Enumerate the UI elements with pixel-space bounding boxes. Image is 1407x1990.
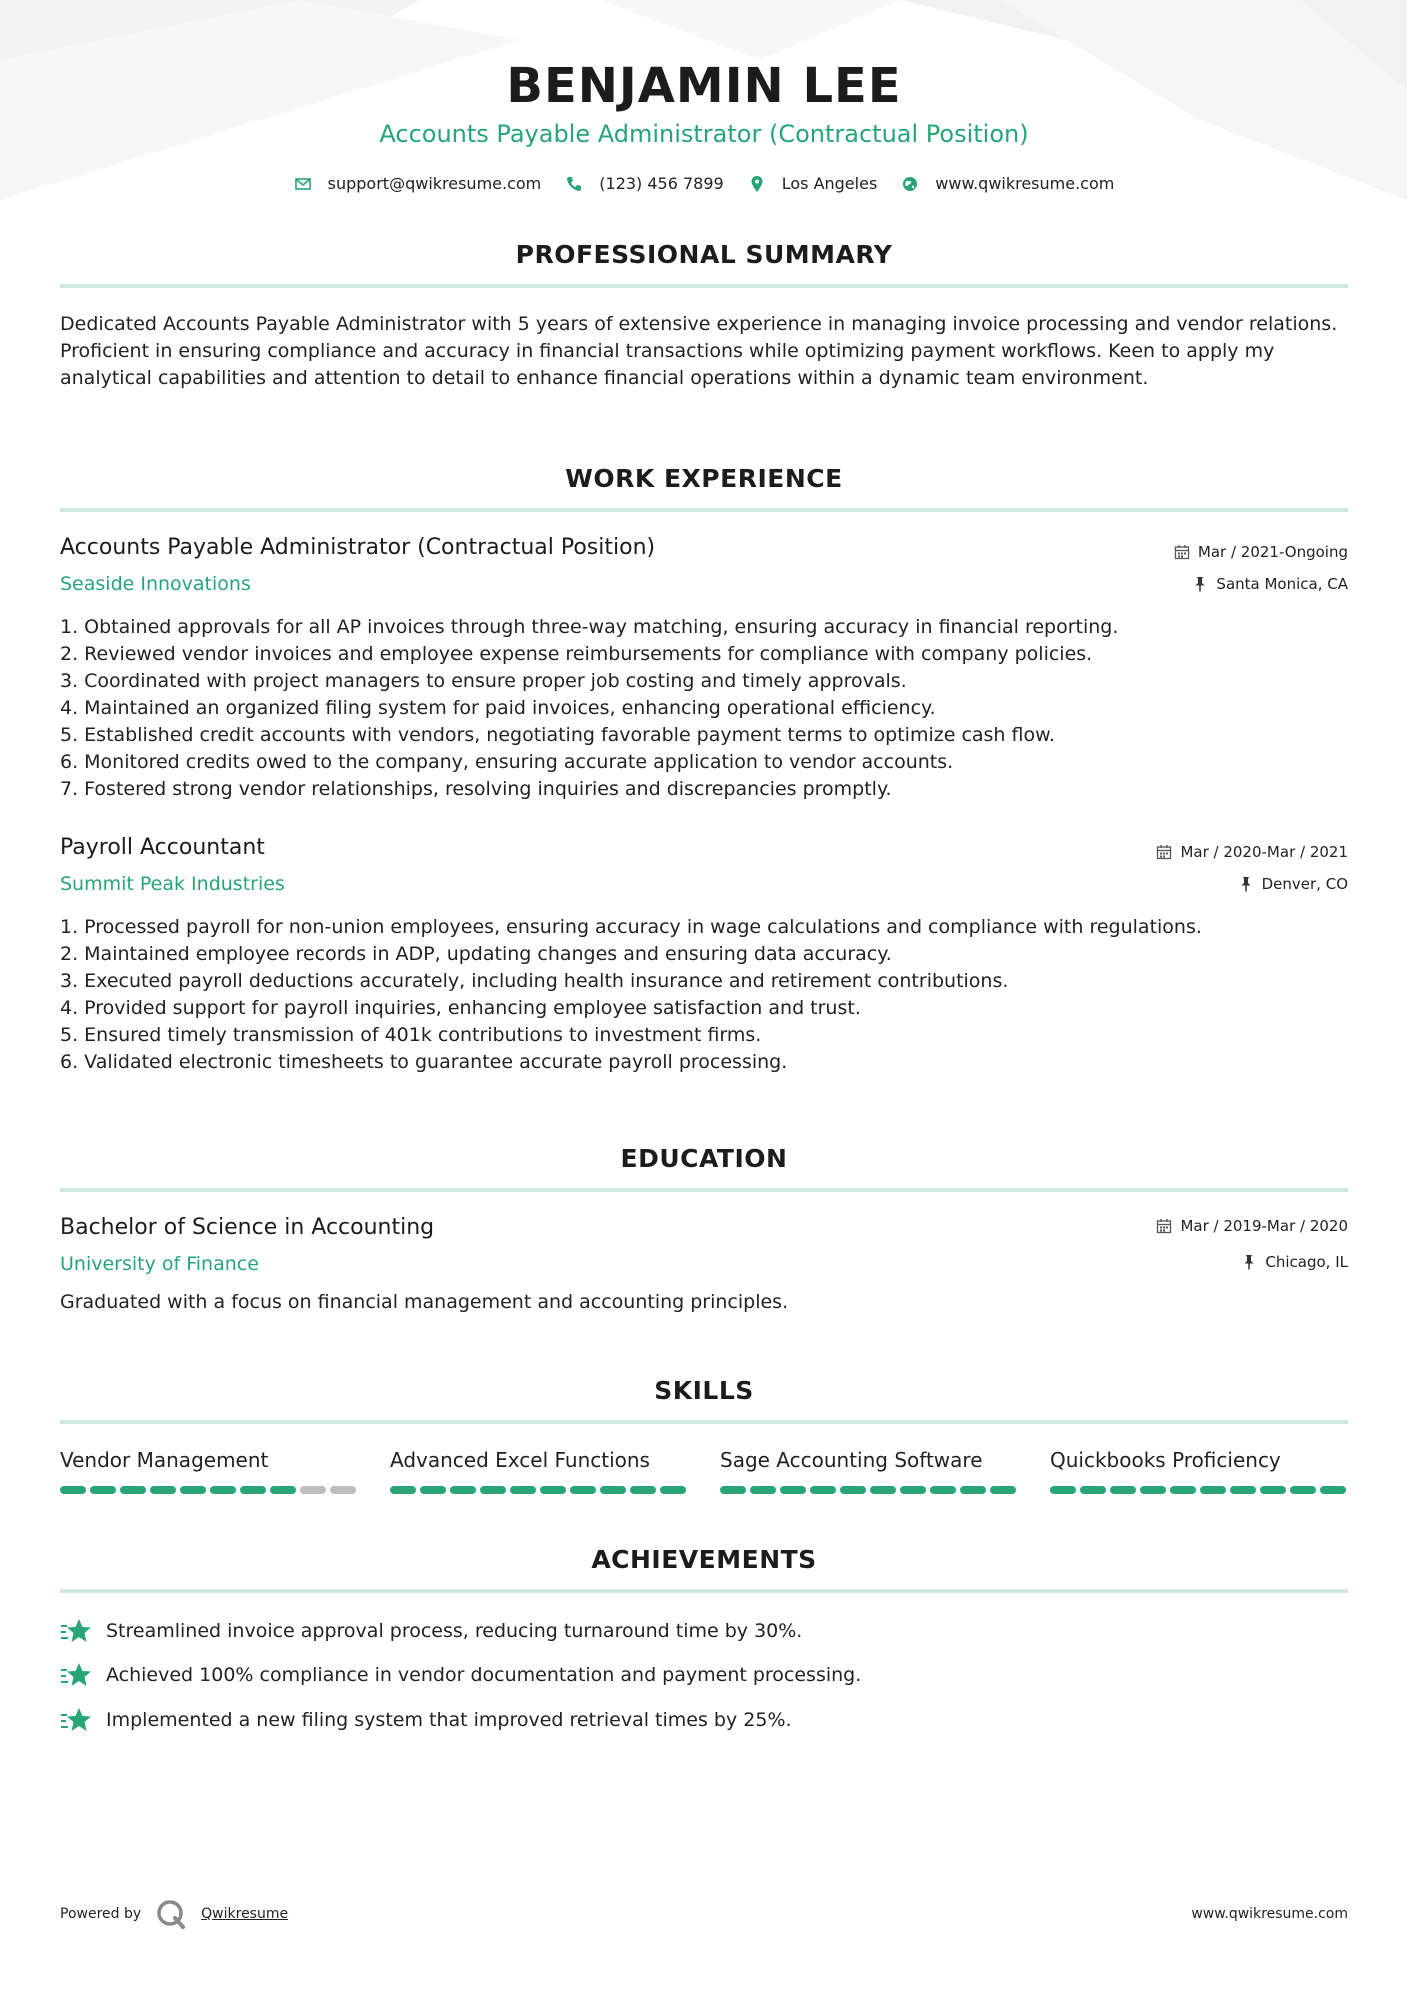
list-item: 6. Validated electronic timesheets to guarantee accurate payroll processing. [60, 1051, 788, 1073]
powered-by-label: Powered by [60, 1906, 142, 1922]
achievements-heading: ACHIEVEMENTS [591, 1545, 817, 1574]
pushpin-icon [1238, 876, 1254, 892]
skill-segment-filled [600, 1486, 626, 1494]
skill-segment-filled [1200, 1486, 1226, 1494]
list-item: 5. Established credit accounts with vendors, negotiating favorable payment terms to optimize cash flow. [60, 724, 1055, 746]
footer-url[interactable]: www.qwikresume.com [1191, 1906, 1348, 1922]
calendar-icon [1156, 1218, 1172, 1234]
experience-divider [60, 508, 1348, 512]
achievements-divider [60, 1589, 1348, 1593]
skill-segment-empty [300, 1486, 326, 1494]
skill-segment-filled [930, 1486, 956, 1494]
skill-segment-filled [480, 1486, 506, 1494]
skill-segment-filled [750, 1486, 776, 1494]
achievement-text: Achieved 100% compliance in vendor documentation and payment processing. [106, 1664, 862, 1686]
phone-icon [565, 175, 583, 193]
star-list-icon [60, 1617, 92, 1645]
skill-segment-filled [270, 1486, 296, 1494]
skill-segment-filled [180, 1486, 206, 1494]
skill-segment-filled [1230, 1486, 1256, 1494]
calendar-icon [1156, 844, 1172, 860]
map-pin-icon [748, 175, 766, 193]
education-school: University of Finance [60, 1253, 259, 1275]
job-bullets [60, 914, 1348, 1076]
skill-segment-filled [210, 1486, 236, 1494]
education-dates-text: Mar / 2019-Mar / 2020 [1180, 1217, 1348, 1235]
job-dates [1174, 543, 1348, 561]
skill-segment-filled [810, 1486, 836, 1494]
education-description: Graduated with a focus on financial management and accounting principles. [60, 1291, 789, 1313]
list-item: 1. Processed payroll for non-union employees, ensuring accuracy in wage calculations and compliance with regulations. [60, 916, 1202, 938]
achievement-item [60, 1617, 802, 1645]
job-location-text: Denver, CO [1261, 875, 1348, 893]
star-list-icon [60, 1706, 92, 1734]
skills-divider [60, 1420, 1348, 1424]
contact-phone-text: (123) 456 7899 [599, 174, 724, 193]
job-bullets [60, 614, 1348, 803]
job-title: Accounts Payable Administrator (Contractual Position) [60, 535, 656, 560]
list-item: 3. Executed payroll deductions accurately, including health insurance and retirement contributions. [60, 970, 1009, 992]
footer-branding [60, 1898, 288, 1930]
achievement-text: Streamlined invoice approval process, reducing turnaround time by 30%. [106, 1620, 803, 1642]
skill-item [1050, 1448, 1350, 1494]
achievement-text: Implemented a new filing system that improved retrieval times by 25%. [106, 1709, 792, 1731]
skill-level-bar [390, 1486, 690, 1494]
skill-segment-filled [1140, 1486, 1166, 1494]
skill-segment-filled [60, 1486, 86, 1494]
skill-segment-filled [1050, 1486, 1076, 1494]
skill-segment-filled [1110, 1486, 1136, 1494]
experience-heading: WORK EXPERIENCE [565, 464, 843, 493]
pushpin-icon [1241, 1254, 1257, 1270]
skill-segment-empty [330, 1486, 356, 1494]
skill-level-bar [60, 1486, 360, 1494]
job-location-text: Santa Monica, CA [1216, 575, 1348, 593]
skill-segment-filled [660, 1486, 686, 1494]
job-dates-text: Mar / 2021-Ongoing [1197, 543, 1348, 561]
skill-name: Vendor Management [60, 1448, 269, 1472]
skill-item [720, 1448, 1020, 1494]
skill-item [60, 1448, 360, 1494]
skill-name: Sage Accounting Software [720, 1448, 983, 1472]
qwikresume-link[interactable]: Qwikresume [201, 1906, 289, 1922]
calendar-icon [1174, 544, 1190, 560]
job-dates [1156, 843, 1348, 861]
job-company: Seaside Innovations [60, 573, 251, 595]
skill-segment-filled [450, 1486, 476, 1494]
list-item: 7. Fostered strong vendor relationships, resolving inquiries and discrepancies promptly. [60, 778, 892, 800]
education-divider [60, 1188, 1348, 1192]
skill-segment-filled [1290, 1486, 1316, 1494]
education-degree: Bachelor of Science in Accounting [60, 1215, 435, 1240]
skill-segment-filled [510, 1486, 536, 1494]
skill-segment-filled [960, 1486, 986, 1494]
job-title: Payroll Accountant [60, 835, 265, 860]
skill-segment-filled [540, 1486, 566, 1494]
summary-heading: PROFESSIONAL SUMMARY [515, 240, 893, 269]
skill-segment-filled [840, 1486, 866, 1494]
skill-segment-filled [1170, 1486, 1196, 1494]
skill-segment-filled [870, 1486, 896, 1494]
list-item: 2. Maintained employee records in ADP, updating changes and ensuring data accuracy. [60, 943, 892, 965]
summary-text: Dedicated Accounts Payable Administrator with 5 years of extensive experience in managing invoice processing and vendor relations. Proficient in ensuring compliance and accuracy in financial transactions while optimizing payment workflows. Keen to apply my analytical capabilities and attention to detail to enhance financial operations within a dynamic team environment. [60, 313, 1338, 389]
achievement-item [60, 1706, 792, 1734]
education-heading: EDUCATION [620, 1144, 788, 1173]
contact-bar [60, 174, 1348, 193]
skills-heading: SKILLS [654, 1376, 754, 1405]
job-location [1192, 575, 1348, 593]
list-item: 4. Maintained an organized filing system for paid invoices, enhancing operational efficiency. [60, 697, 936, 719]
skill-segment-filled [150, 1486, 176, 1494]
skill-level-bar [720, 1486, 1020, 1494]
job-dates-text: Mar / 2020-Mar / 2021 [1180, 843, 1348, 861]
contact-phone[interactable] [565, 174, 723, 193]
list-item: 6. Monitored credits owed to the company, ensuring accurate application to vendor accounts. [60, 751, 954, 773]
summary-divider [60, 284, 1348, 288]
skill-segment-filled [630, 1486, 656, 1494]
star-list-icon [60, 1661, 92, 1689]
qwikresume-logo-icon [155, 1898, 187, 1930]
globe-icon [901, 175, 919, 193]
achievement-item [60, 1661, 861, 1689]
job-company: Summit Peak Industries [60, 873, 285, 895]
contact-website[interactable] [901, 174, 1114, 193]
list-item: 3. Coordinated with project managers to ensure proper job costing and timely approvals. [60, 670, 907, 692]
header-background [0, 0, 1407, 230]
skill-segment-filled [1260, 1486, 1286, 1494]
skill-segment-filled [420, 1486, 446, 1494]
education-location [1241, 1253, 1348, 1271]
candidate-name: BENJAMIN LEE [506, 58, 902, 114]
skill-segment-filled [390, 1486, 416, 1494]
education-dates [1156, 1217, 1348, 1235]
skill-segment-filled [900, 1486, 926, 1494]
skill-segment-filled [780, 1486, 806, 1494]
candidate-title: Accounts Payable Administrator (Contractual Position) [379, 120, 1029, 148]
contact-location [748, 174, 878, 193]
list-item: 5. Ensured timely transmission of 401k contributions to investment firms. [60, 1024, 762, 1046]
contact-email[interactable] [294, 174, 542, 193]
skill-name: Advanced Excel Functions [390, 1448, 650, 1472]
skill-name: Quickbooks Proficiency [1050, 1448, 1281, 1472]
skill-segment-filled [90, 1486, 116, 1494]
skill-segment-filled [720, 1486, 746, 1494]
contact-location-text: Los Angeles [781, 174, 878, 193]
list-item: 4. Provided support for payroll inquiries, enhancing employee satisfaction and trust. [60, 997, 861, 1019]
skill-segment-filled [990, 1486, 1016, 1494]
list-item: 2. Reviewed vendor invoices and employee expense reimbursements for compliance with company policies. [60, 643, 1093, 665]
list-item: 1. Obtained approvals for all AP invoices through three-way matching, ensuring accuracy in financial reporting. [60, 616, 1119, 638]
skill-segment-filled [570, 1486, 596, 1494]
skill-segment-filled [1080, 1486, 1106, 1494]
envelope-icon [294, 175, 312, 193]
education-location-text: Chicago, IL [1265, 1253, 1348, 1271]
job-location [1238, 875, 1348, 893]
pushpin-icon [1192, 576, 1208, 592]
skill-segment-filled [120, 1486, 146, 1494]
contact-email-text: support@qwikresume.com [327, 174, 542, 193]
skill-segment-filled [240, 1486, 266, 1494]
skill-item [390, 1448, 690, 1494]
contact-website-text: www.qwikresume.com [935, 174, 1115, 193]
skill-segment-filled [1320, 1486, 1346, 1494]
skill-level-bar [1050, 1486, 1350, 1494]
